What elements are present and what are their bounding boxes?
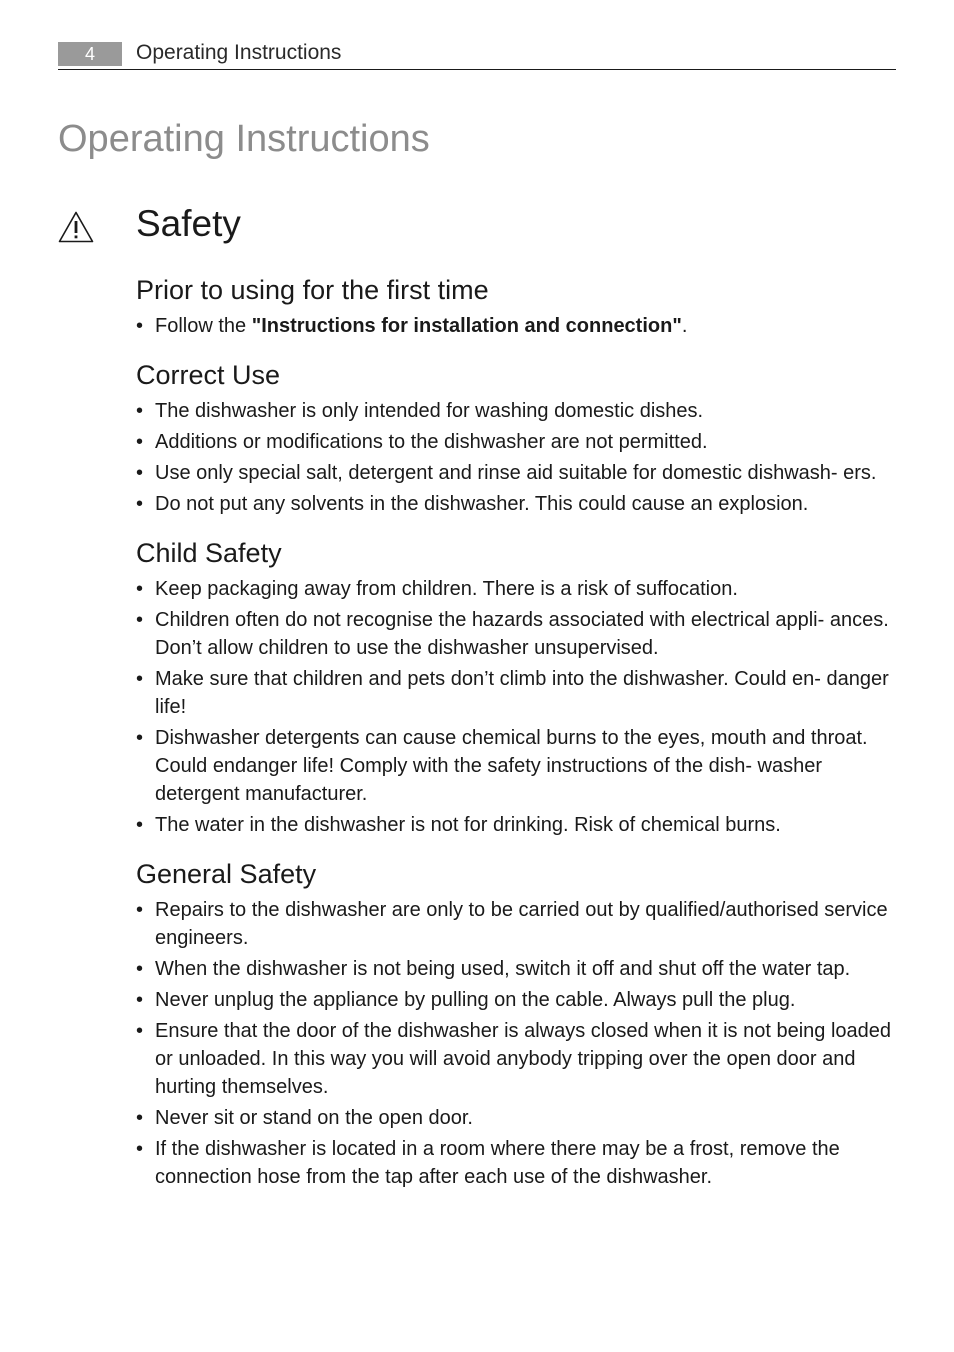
list-item: • Repairs to the dishwasher are only to be carried out by qualified/authorised service engineers.	[136, 896, 896, 952]
list-item: • Make sure that children and pets don’t climb into the dishwasher. Could en- danger life!	[136, 665, 896, 721]
list-item: • Do not put any solvents in the dishwasher. This could cause an explosion.	[136, 490, 896, 518]
section-heading: Child Safety	[136, 538, 282, 568]
section-prior-use	[136, 272, 896, 340]
list-item: • The water in the dishwasher is not for drinking. Risk of chemical burns.	[136, 811, 896, 839]
list-item: • Dishwasher detergents can cause chemical burns to the eyes, mouth and throat. Could endanger life! Comply with the safety instructions of the dish- washer detergent manufacturer.	[136, 724, 896, 808]
section-heading: General Safety	[136, 859, 317, 889]
list-item-text: Follow the	[155, 315, 252, 337]
safety-content	[136, 272, 896, 1208]
list-item-text: .	[681, 315, 688, 337]
list-item: • Never unplug the appliance by pulling on the cable. Always pull the plug.	[136, 986, 896, 1014]
list-item	[136, 312, 896, 340]
section-child-safety	[136, 535, 896, 839]
bullet-list	[136, 312, 896, 340]
list-item-bold-text: "Instructions for installation and connection"	[251, 315, 682, 337]
page-title: Operating Instructions	[58, 118, 430, 160]
list-item: • The dishwasher is only intended for washing domestic dishes.	[136, 397, 896, 425]
bullet-list	[136, 896, 896, 1191]
page-header	[58, 40, 896, 70]
list-item: • Additions or modifications to the dishwasher are not permitted.	[136, 428, 896, 456]
section-general-safety	[136, 856, 896, 1191]
list-item: • Ensure that the door of the dishwasher is always closed when it is not being loaded or unloaded. In this way you will avoid anybody tripping over the open door and hurting themselves.	[136, 1017, 896, 1101]
list-item: • If the dishwasher is located in a room where there may be a frost, remove the connection hose from the tap after each use of the dishwasher.	[136, 1135, 896, 1191]
list-item: • Use only special salt, detergent and rinse aid suitable for domestic dishwash- ers.	[136, 459, 896, 487]
list-item: • When the dishwasher is not being used, switch it off and shut off the water tap.	[136, 955, 896, 983]
section-heading: Prior to using for the first time	[136, 275, 489, 305]
safety-heading: Safety	[136, 203, 241, 244]
list-item: • Never sit or stand on the open door.	[136, 1104, 896, 1132]
bullet-list	[136, 397, 896, 518]
section-correct-use	[136, 357, 896, 518]
warning-triangle-icon	[58, 211, 94, 243]
bullet-list	[136, 575, 896, 839]
section-heading: Correct Use	[136, 360, 281, 390]
list-item: • Keep packaging away from children. There is a risk of suffocation.	[136, 575, 896, 603]
page-number: 4	[58, 42, 122, 66]
list-item: • Children often do not recognise the hazards associated with electrical appli- ances. Don’t allow children to use the dishwasher unsupervised.	[136, 606, 896, 662]
header-title: Operating Instructions	[136, 41, 342, 64]
